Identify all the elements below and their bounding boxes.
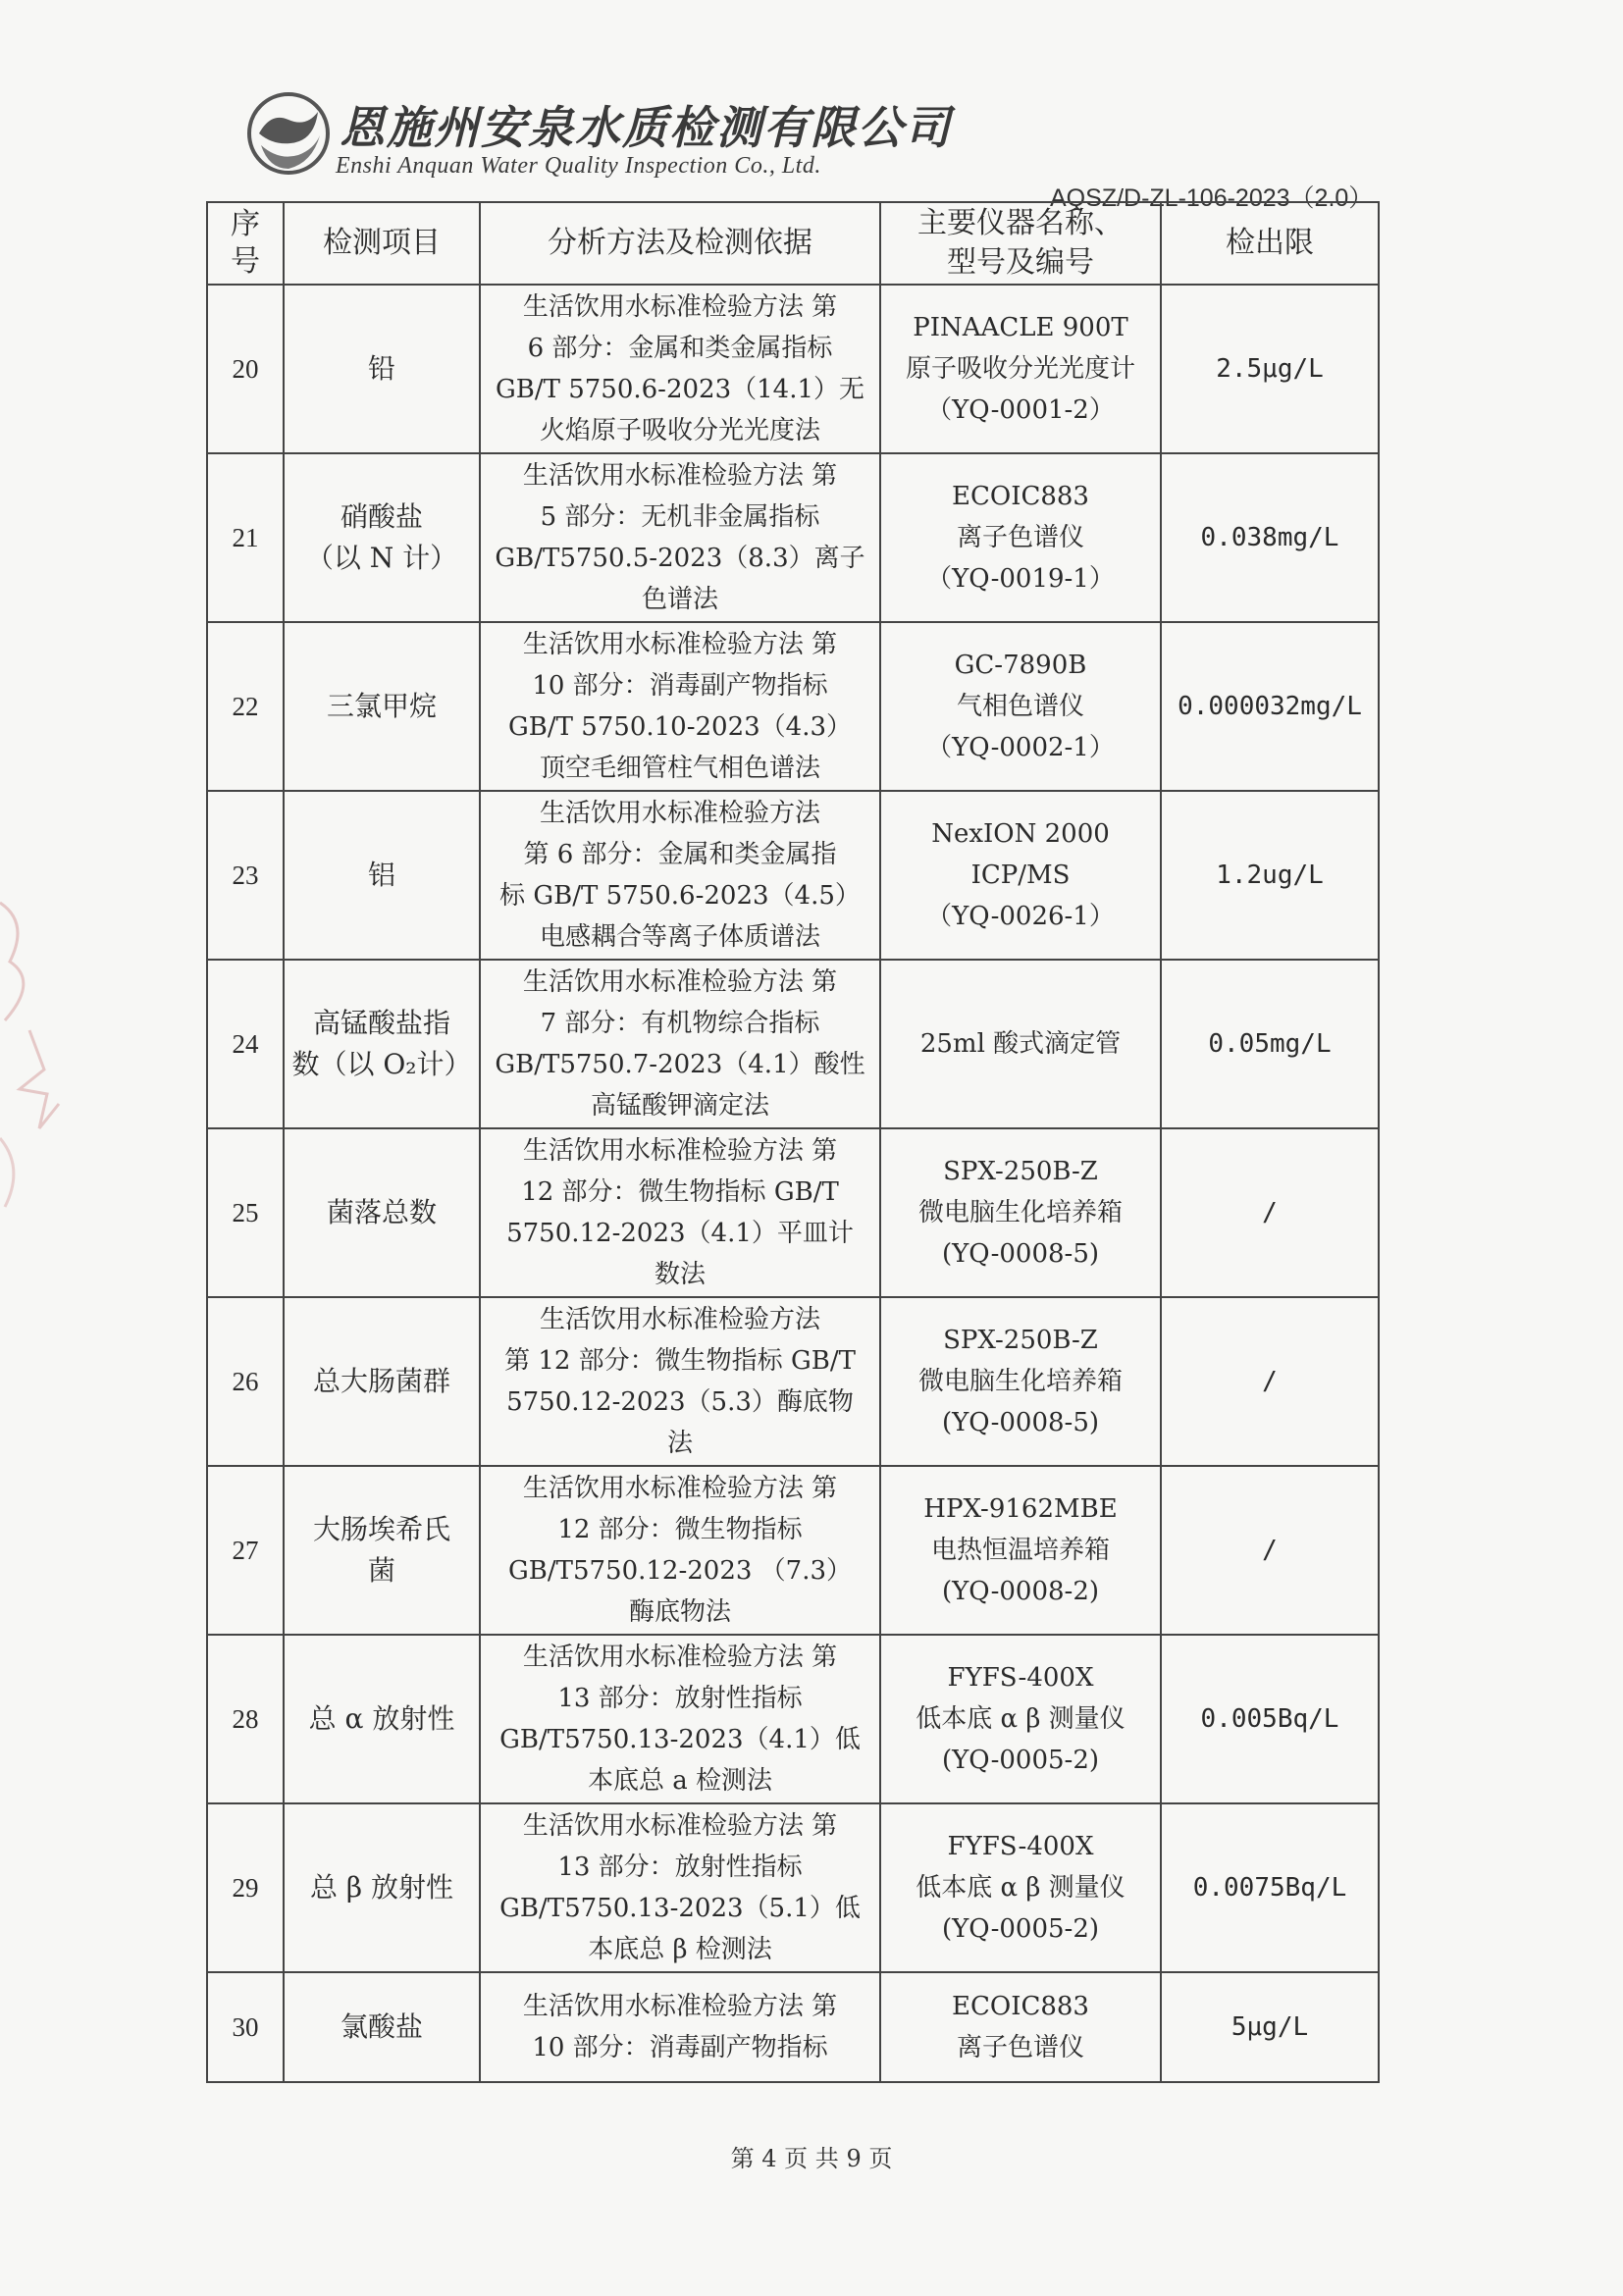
cell-item <box>284 285 480 453</box>
cell-instrument-line: 电热恒温培养箱 <box>930 1536 1110 1565</box>
table-row <box>207 1297 1379 1466</box>
cell-method <box>480 1466 880 1635</box>
cell-instrument <box>880 1803 1161 1972</box>
cell-instrument <box>880 791 1161 960</box>
page-number: 第 4 页 共 9 页 <box>730 2145 893 2172</box>
cell-method-line: GB/T 5750.10-2023（4.3） <box>507 712 853 742</box>
cell-instrument-line: PINAACLE 900T <box>913 313 1128 342</box>
cell-instrument-line: 原子吸收分光光度计 <box>905 354 1135 384</box>
cell-instrument <box>880 622 1161 791</box>
cell-limit: 0.05mg/L <box>1161 960 1379 1128</box>
cell-method-line: 数法 <box>654 1260 706 1289</box>
cell-seq: 22 <box>207 622 284 791</box>
cell-instrument-line: 离子色谱仪 <box>956 523 1084 552</box>
cell-method-line: 13 部分：放射性指标 <box>557 1684 803 1713</box>
cell-method-line: GB/T5750.13-2023（4.1）低 <box>499 1725 861 1754</box>
cell-method-line: 5750.12-2023（5.3）酶底物 <box>506 1387 854 1417</box>
cell-seq: 21 <box>207 453 284 622</box>
cell-limit: 5μg/L <box>1161 1972 1379 2082</box>
cell-instrument <box>880 1297 1161 1466</box>
column-header-instrument <box>880 202 1161 285</box>
column-header-seq-text: 序号 <box>231 207 260 279</box>
cell-instrument-line: GC-7890B <box>954 651 1087 680</box>
cell-method-line: 高锰酸钾滴定法 <box>590 1091 769 1121</box>
cell-method <box>480 1803 880 1972</box>
cell-method-line: 第 6 部分：金属和类金属指 <box>523 840 837 869</box>
cell-instrument-line: 微电脑生化培养箱 <box>917 1367 1123 1396</box>
cell-item-line: （以 N 计） <box>305 542 458 574</box>
cell-instrument-line: （YQ-0002-1） <box>926 733 1115 762</box>
cell-method-line: GB/T 5750.6-2023（14.1）无 <box>495 375 865 404</box>
cell-item-line: 高锰酸盐指 <box>312 1007 450 1039</box>
cell-method-line: 酶底物法 <box>628 1597 731 1627</box>
table-row <box>207 1972 1379 2082</box>
column-header-item: 检测项目 <box>284 202 480 285</box>
cell-seq: 20 <box>207 285 284 453</box>
cell-method-line: 10 部分：消毒副产物指标 <box>532 2033 828 2062</box>
cell-instrument-line: (YQ-0005-2) <box>942 1914 1099 1944</box>
cell-seq: 28 <box>207 1635 284 1803</box>
table-row <box>207 285 1379 453</box>
table-row <box>207 1128 1379 1297</box>
cell-method <box>480 791 880 960</box>
cell-method-line: 生活饮用水标准检验方法 第 <box>522 1643 838 1672</box>
document-code: AQSZ/D-ZL-106-2023（2.0） <box>1050 184 1374 212</box>
cell-instrument-line: (YQ-0008-5) <box>942 1239 1099 1269</box>
cell-method-line: 电感耦合等离子体质谱法 <box>539 922 820 952</box>
cell-method <box>480 1297 880 1466</box>
company-logo-icon <box>245 90 332 177</box>
table-row <box>207 960 1379 1128</box>
cell-method-line: 生活饮用水标准检验方法 <box>539 1305 820 1334</box>
cell-item <box>284 1972 480 2082</box>
cell-limit: 0.000032mg/L <box>1161 622 1379 791</box>
cell-item-line: 数（以 O₂计） <box>291 1048 472 1080</box>
cell-limit: / <box>1161 1128 1379 1297</box>
cell-instrument-line: ICP/MS <box>970 861 1071 890</box>
cell-method-line: 12 部分：微生物指标 GB/T <box>521 1177 839 1207</box>
cell-method-line: 火焰原子吸收分光光度法 <box>539 416 820 445</box>
cell-item-line: 大肠埃希氏 <box>312 1513 450 1545</box>
letterhead <box>245 90 991 198</box>
cell-seq: 24 <box>207 960 284 1128</box>
cell-instrument <box>880 285 1161 453</box>
cell-item-line: 铅 <box>367 352 395 385</box>
cell-limit: 2.5μg/L <box>1161 285 1379 453</box>
table-row <box>207 1466 1379 1635</box>
test-method-table <box>206 201 1380 2083</box>
cell-instrument <box>880 1972 1161 2082</box>
cell-limit: 1.2ug/L <box>1161 791 1379 960</box>
cell-method-line: 生活饮用水标准检验方法 <box>539 799 820 828</box>
cell-instrument-line: FYFS-400X <box>947 1832 1094 1861</box>
cell-item <box>284 1635 480 1803</box>
cell-item <box>284 1297 480 1466</box>
cell-instrument-line: (YQ-0008-2) <box>942 1577 1099 1606</box>
cell-instrument-line: 低本底 α β 测量仪 <box>916 1873 1126 1903</box>
cell-seq: 30 <box>207 1972 284 2082</box>
cell-item-line: 总大肠菌群 <box>312 1365 450 1397</box>
cell-seq: 23 <box>207 791 284 960</box>
cell-method-line: 7 部分：有机物综合指标 <box>540 1009 820 1038</box>
cell-instrument-line: NexION 2000 <box>931 819 1110 849</box>
cell-method-line: 5750.12-2023（4.1）平皿计 <box>506 1219 854 1248</box>
cell-item <box>284 960 480 1128</box>
table-row <box>207 791 1379 960</box>
cell-instrument-line: 离子色谱仪 <box>956 2033 1084 2062</box>
cell-instrument <box>880 1466 1161 1635</box>
cell-method-line: GB/T5750.7-2023（4.1）酸性 <box>495 1050 865 1079</box>
cell-item <box>284 1128 480 1297</box>
cell-method-line: 6 部分：金属和类金属指标 <box>527 334 833 363</box>
cell-instrument-line: (YQ-0008-5) <box>942 1408 1099 1437</box>
cell-instrument-line: 微电脑生化培养箱 <box>917 1198 1123 1227</box>
cell-instrument-line: (YQ-0005-2) <box>942 1746 1099 1775</box>
table-body <box>207 285 1379 2082</box>
cell-limit: 0.0075Bq/L <box>1161 1803 1379 1972</box>
cell-method-line: GB/T5750.12-2023 （7.3） <box>507 1556 853 1586</box>
column-header-method: 分析方法及检测依据 <box>480 202 880 285</box>
cell-method-line: GB/T5750.5-2023（8.3）离子 <box>495 544 865 573</box>
cell-instrument <box>880 453 1161 622</box>
cell-item-line: 菌 <box>367 1554 395 1587</box>
cell-method-line: 生活饮用水标准检验方法 第 <box>522 630 838 659</box>
cell-method-line: 12 部分：微生物指标 <box>557 1515 803 1544</box>
cell-method-line: 生活饮用水标准检验方法 第 <box>522 292 838 322</box>
cell-method <box>480 1128 880 1297</box>
cell-method-line: 5 部分：无机非金属指标 <box>540 502 820 532</box>
cell-method-line: 色谱法 <box>641 585 718 614</box>
cell-instrument-line: SPX-250B-Z <box>943 1326 1098 1355</box>
cell-method-line: 顶空毛细管柱气相色谱法 <box>539 754 820 783</box>
cell-item <box>284 622 480 791</box>
table-row <box>207 1635 1379 1803</box>
cell-instrument-line: ECOIC883 <box>952 482 1089 511</box>
cell-method-line: 本底总 β 检测法 <box>588 1935 772 1964</box>
cell-method-line: 本底总 a 检测法 <box>587 1766 773 1796</box>
table-row <box>207 453 1379 622</box>
cell-instrument-line: 气相色谱仪 <box>956 692 1084 721</box>
cell-method-line: 生活饮用水标准检验方法 第 <box>522 967 838 997</box>
cell-item-line: 总 β 放射性 <box>310 1871 453 1904</box>
column-header-instrument-text: 主要仪器名称、型号及编号 <box>917 206 1124 280</box>
column-header-seq <box>207 202 284 285</box>
cell-instrument-line: HPX-9162MBE <box>923 1494 1118 1524</box>
cell-item <box>284 791 480 960</box>
cell-limit: 0.038mg/L <box>1161 453 1379 622</box>
cell-seq: 25 <box>207 1128 284 1297</box>
cell-item-line: 硝酸盐 <box>340 500 423 533</box>
cell-item-line: 菌落总数 <box>326 1196 437 1228</box>
cell-method <box>480 1972 880 2082</box>
cell-method-line: 生活饮用水标准检验方法 第 <box>522 1811 838 1841</box>
cell-instrument-line: 25ml 酸式滴定管 <box>919 1029 1122 1059</box>
company-name-cn: 恩施州安泉水质检测有限公司 <box>340 101 952 154</box>
cell-instrument-line: FYFS-400X <box>947 1663 1094 1693</box>
stamp-mark <box>0 883 69 1217</box>
cell-method-line: 生活饮用水标准检验方法 第 <box>522 1474 838 1503</box>
test-method-table-container <box>206 201 1378 2083</box>
cell-instrument-line: ECOIC883 <box>952 1992 1089 2021</box>
cell-method-line: GB/T5750.13-2023（5.1）低 <box>499 1894 861 1923</box>
table-row <box>207 1803 1379 1972</box>
cell-method-line: 标 GB/T 5750.6-2023（4.5） <box>499 881 861 911</box>
cell-limit: / <box>1161 1466 1379 1635</box>
cell-seq: 29 <box>207 1803 284 1972</box>
cell-instrument-line: （YQ-0026-1） <box>926 902 1115 931</box>
cell-method <box>480 453 880 622</box>
cell-limit: 0.005Bq/L <box>1161 1635 1379 1803</box>
cell-item-line: 铝 <box>367 859 395 891</box>
cell-instrument <box>880 960 1161 1128</box>
cell-instrument <box>880 1635 1161 1803</box>
cell-method <box>480 960 880 1128</box>
cell-method <box>480 285 880 453</box>
table-row <box>207 622 1379 791</box>
company-name-en: Enshi Anquan Water Quality Inspection Co., Ltd. <box>336 153 821 179</box>
cell-item <box>284 453 480 622</box>
cell-method-line: 10 部分：消毒副产物指标 <box>532 671 828 701</box>
cell-instrument-line: （YQ-0001-2） <box>926 395 1115 425</box>
cell-method-line: 第 12 部分：微生物指标 GB/T <box>504 1346 856 1376</box>
cell-method-line: 生活饮用水标准检验方法 第 <box>522 1136 838 1166</box>
cell-method-line: 生活饮用水标准检验方法 第 <box>522 1992 838 2021</box>
cell-instrument-line: 低本底 α β 测量仪 <box>916 1704 1126 1734</box>
cell-item-line: 氯酸盐 <box>340 2010 423 2043</box>
cell-seq: 26 <box>207 1297 284 1466</box>
cell-item <box>284 1466 480 1635</box>
cell-instrument-line: SPX-250B-Z <box>943 1157 1098 1186</box>
cell-item-line: 总 α 放射性 <box>308 1702 455 1735</box>
column-header-limit: 检出限 <box>1161 202 1379 285</box>
cell-item <box>284 1803 480 1972</box>
cell-instrument <box>880 1128 1161 1297</box>
cell-instrument-line: （YQ-0019-1） <box>926 564 1115 594</box>
table-header-row <box>207 202 1379 285</box>
cell-limit: / <box>1161 1297 1379 1466</box>
cell-method-line: 生活饮用水标准检验方法 第 <box>522 461 838 491</box>
cell-item-line: 三氯甲烷 <box>326 690 437 722</box>
cell-method-line: 13 部分：放射性指标 <box>557 1852 803 1882</box>
cell-method-line: 法 <box>666 1429 693 1458</box>
cell-method <box>480 1635 880 1803</box>
cell-method <box>480 622 880 791</box>
cell-seq: 27 <box>207 1466 284 1635</box>
